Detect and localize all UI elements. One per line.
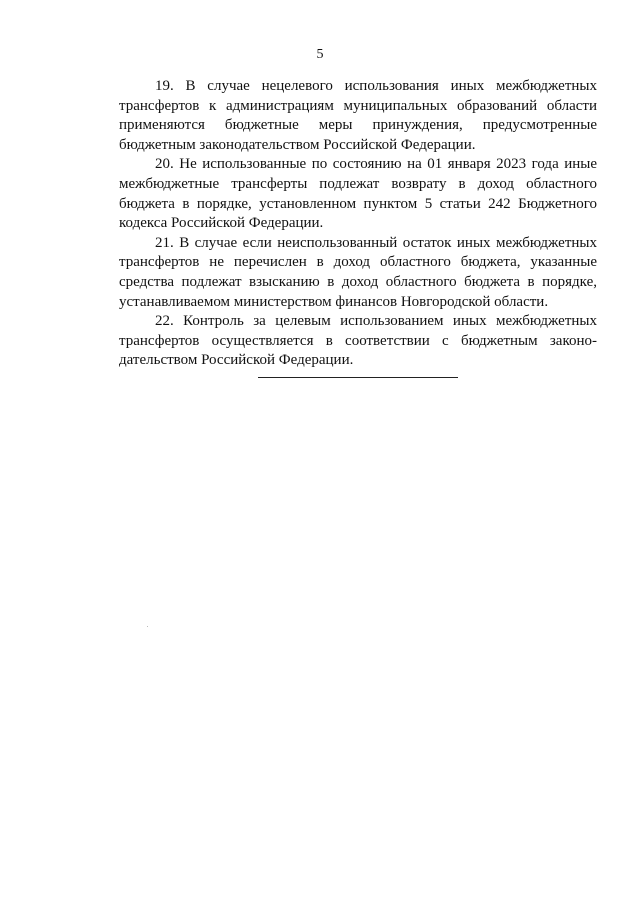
document-body: [119, 77, 597, 371]
paragraph-21: 21. В случае если неиспользованный остаток иных межбюджетных трансфертов не перечислен в доход областного бюджета, указанные средства подлежат взысканию в доход областного бюджета в порядке, устанавливаемом министерством финансов Новгородской области.: [119, 234, 597, 310]
page-number: 5: [316, 47, 324, 62]
paragraph-22: 22. Контроль за целевым использованием иных межбюджетных трансфертов осуществляется в соответствии с бюджетным законо-дательством Российской Федерации.: [119, 313, 597, 369]
paragraph-19: 19. В случае нецелевого использования иных межбюджетных трансфертов к администрациям муниципальных образований области применяются бюджетные меры принуждения, предусмотренные бюджетным законодательством Российской Федерации.: [119, 78, 597, 153]
end-separator-line: [258, 377, 458, 378]
paragraph-20: 20. Не использованные по состоянию на 01 января 2023 года иные межбюджетные трансферты подлежат возврату в доход областного бюджета в порядке, установленном пунктом 5 статьи 242 Бюджетного кодекса Российской Федерации.: [119, 156, 597, 232]
scan-speck: [147, 626, 148, 627]
